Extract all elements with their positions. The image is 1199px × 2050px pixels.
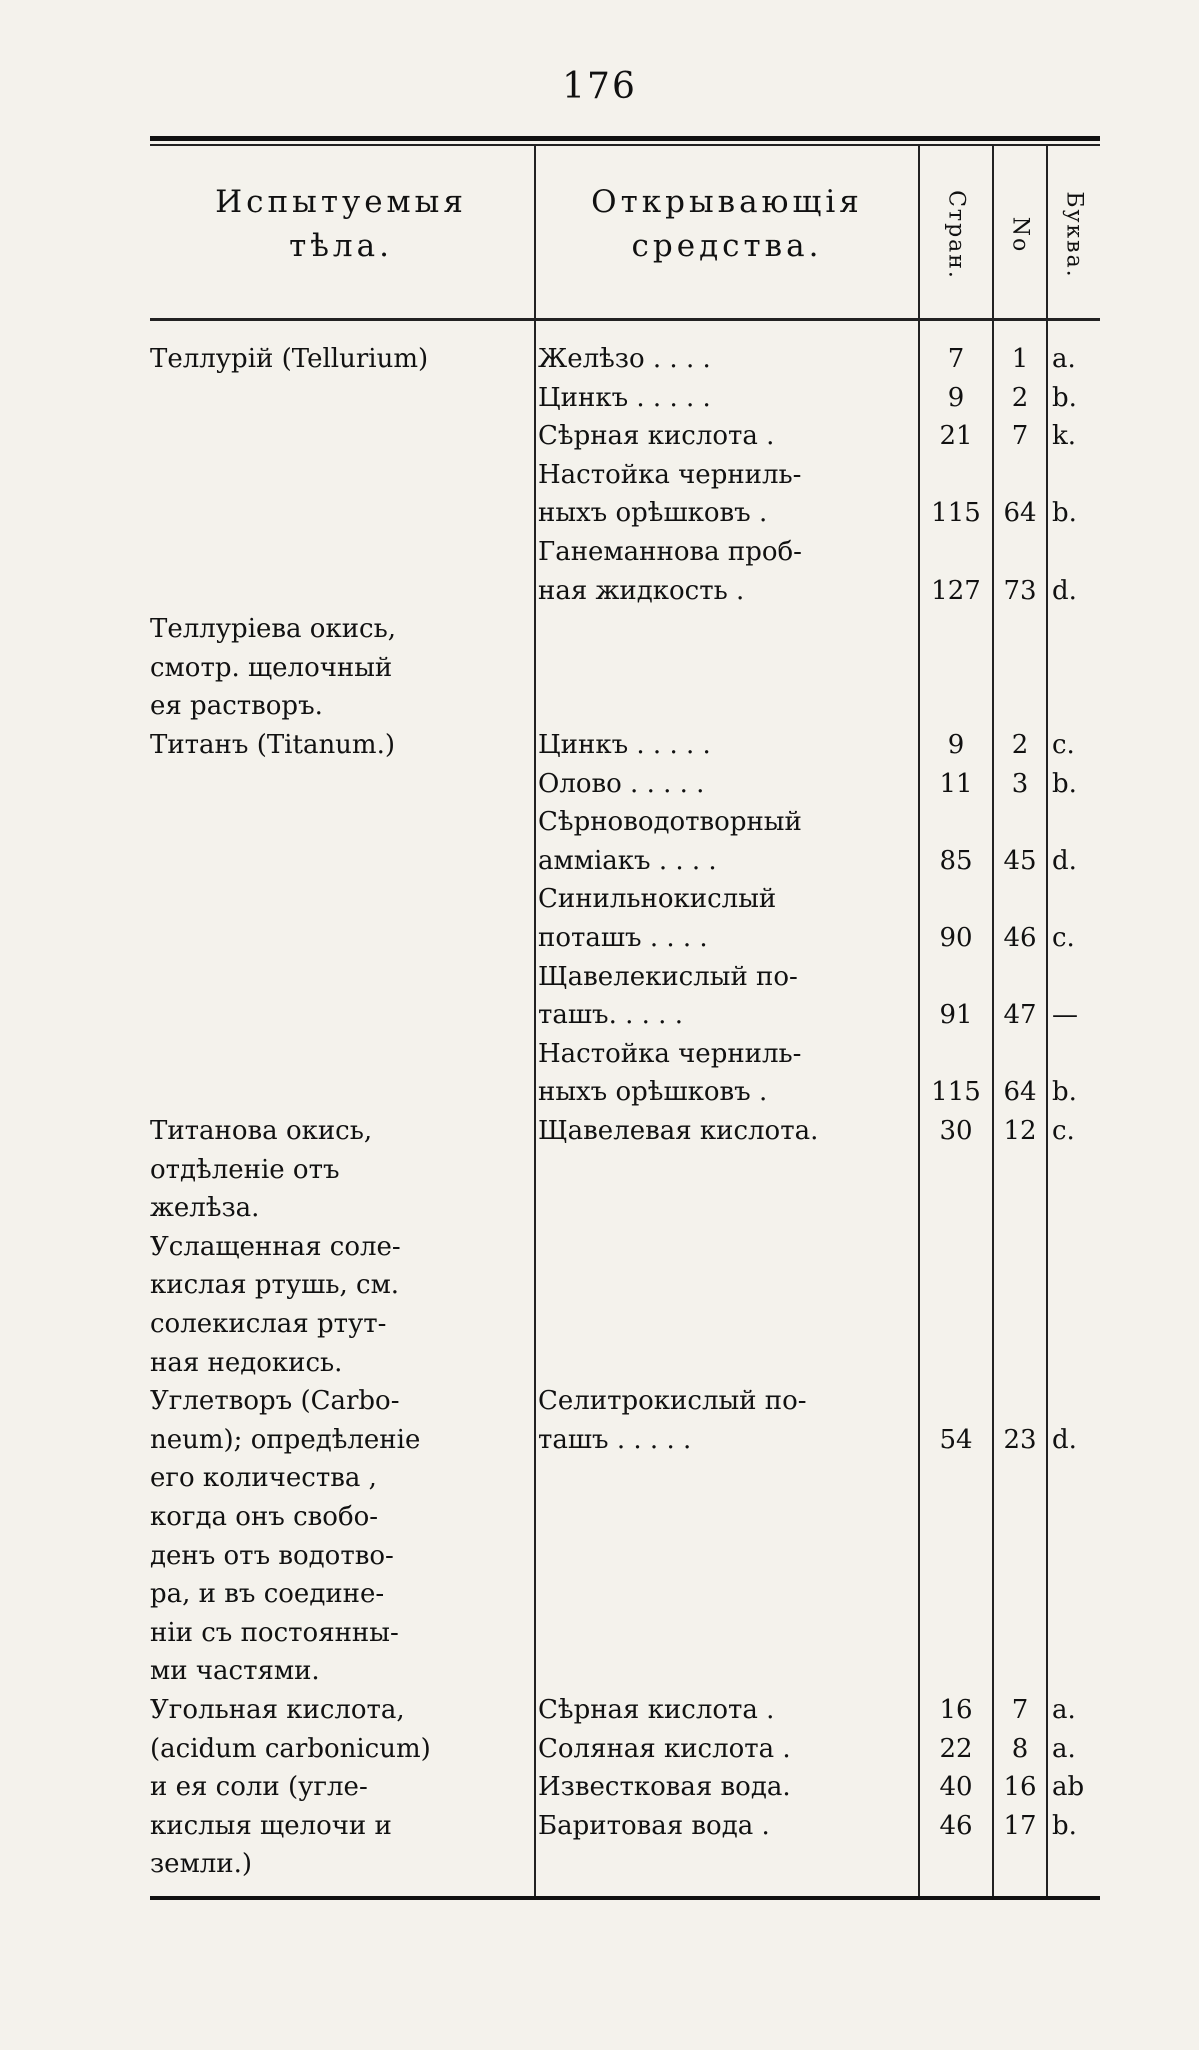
table-row xyxy=(140,1151,1100,1189)
table-row xyxy=(140,1266,1100,1304)
table-row xyxy=(140,1228,1100,1266)
number-cell: 64 xyxy=(1003,1077,1037,1108)
body-cell: желѣза. xyxy=(150,1193,260,1224)
table-row xyxy=(140,803,1100,841)
letter-cell: a. xyxy=(1052,1695,1076,1725)
means-cell: Настойка черниль- xyxy=(538,1038,802,1069)
table-row xyxy=(140,880,1100,918)
table-row xyxy=(140,1730,1100,1768)
body-cell: ніи съ постоянны- xyxy=(150,1617,399,1648)
top-rule xyxy=(150,136,1100,141)
page-cell: 115 xyxy=(931,1077,981,1108)
body-cell: смотр. щелочный xyxy=(150,652,393,683)
table-row xyxy=(140,1845,1100,1883)
page-cell: 115 xyxy=(931,498,981,529)
page-cell: 22 xyxy=(939,1733,973,1764)
body-cell: солекислая ртут- xyxy=(150,1309,387,1339)
page-cell: 46 xyxy=(939,1810,973,1841)
table-row xyxy=(140,1035,1100,1073)
means-cell: Щавелевая кислота. xyxy=(538,1116,819,1146)
header-means-line2: средства. xyxy=(631,228,823,264)
page-cell: 16 xyxy=(939,1695,973,1725)
body-cell: ея растворъ. xyxy=(150,691,323,722)
body-cell: денъ отъ водотво- xyxy=(150,1540,394,1571)
body-cell: (acidum carbonicum) xyxy=(150,1733,431,1764)
number-cell: 45 xyxy=(1003,845,1037,876)
body-cell: ная недокись. xyxy=(150,1347,343,1378)
table-row xyxy=(140,1189,1100,1227)
table-row xyxy=(140,417,1100,455)
page-cell: 85 xyxy=(939,845,973,876)
table-row xyxy=(140,726,1100,764)
table-row xyxy=(140,610,1100,648)
table-row xyxy=(140,1305,1100,1343)
number-cell: 73 xyxy=(1003,575,1037,606)
table-row xyxy=(140,1537,1100,1575)
page-number: 176 xyxy=(562,66,637,107)
means-cell: Ганеманнова проб- xyxy=(538,537,802,567)
page-cell: 30 xyxy=(939,1116,973,1146)
index-table xyxy=(140,136,1100,1906)
number-cell: 3 xyxy=(1011,768,1029,799)
means-cell: ташъ. . . . . xyxy=(538,1000,683,1031)
body-cell: Теллурій (Tellurium) xyxy=(150,344,429,374)
table-row xyxy=(140,1807,1100,1845)
header-bodies-line1: Испытуемыя xyxy=(215,184,467,220)
page-cell: 21 xyxy=(939,421,973,452)
letter-cell: a. xyxy=(1052,344,1076,374)
table-row xyxy=(140,1344,1100,1382)
means-cell: Баритовая вода . xyxy=(538,1810,770,1841)
means-cell: Желѣзо . . . . xyxy=(538,344,711,374)
means-cell: Щавелекислый по- xyxy=(538,961,798,992)
body-cell: Угольная кислота, xyxy=(150,1695,405,1725)
letter-cell: k. xyxy=(1052,421,1077,452)
page-cell: 40 xyxy=(939,1772,973,1803)
letter-cell: c. xyxy=(1052,730,1075,760)
table-row xyxy=(140,1498,1100,1536)
page-cell: 127 xyxy=(931,575,981,606)
means-cell: ташъ . . . . . xyxy=(538,1424,692,1455)
table-row xyxy=(140,649,1100,687)
table-row xyxy=(140,494,1100,532)
number-cell: 23 xyxy=(1003,1424,1037,1455)
body-cell: кислая ртушь, см. xyxy=(150,1270,400,1301)
means-cell: ныхъ орѣшковъ . xyxy=(538,498,768,529)
means-cell: Цинкъ . . . . . xyxy=(538,382,711,413)
table-row xyxy=(140,1382,1100,1420)
page-cell: 9 xyxy=(947,730,965,760)
letter-cell: d. xyxy=(1052,575,1077,606)
table-row xyxy=(140,1459,1100,1497)
header-page-label: Стран. xyxy=(943,190,969,280)
header-means xyxy=(538,180,916,268)
means-cell: Селитрокислый по- xyxy=(538,1386,807,1417)
number-cell: 16 xyxy=(1003,1772,1037,1803)
page-cell: 54 xyxy=(939,1424,973,1455)
number-cell: 17 xyxy=(1003,1810,1037,1841)
table-row xyxy=(140,687,1100,725)
page-cell: 9 xyxy=(947,382,965,413)
header-page xyxy=(936,160,976,310)
table-row xyxy=(140,958,1100,996)
body-cell: Теллуріева окись, xyxy=(150,614,397,645)
table-row xyxy=(140,919,1100,957)
body-cell: земли.) xyxy=(150,1849,253,1880)
body-cell: neum); опредѣленіе xyxy=(150,1424,421,1455)
table-row xyxy=(140,1575,1100,1613)
number-cell: 8 xyxy=(1011,1733,1029,1764)
letter-cell: d. xyxy=(1052,1424,1077,1455)
header-letter xyxy=(1054,160,1094,310)
header-no xyxy=(1000,160,1040,310)
means-cell: Синильнокислый xyxy=(538,884,777,915)
letter-cell: b. xyxy=(1052,498,1077,529)
means-cell: Настойка черниль- xyxy=(538,459,802,490)
header-rule xyxy=(150,318,1100,321)
letter-cell: c. xyxy=(1052,923,1075,953)
body-cell: и ея соли (угле- xyxy=(150,1772,368,1803)
table-row xyxy=(140,1614,1100,1652)
table-row xyxy=(140,1421,1100,1459)
header-bodies xyxy=(150,180,532,268)
table-row xyxy=(140,1112,1100,1150)
letter-cell: b. xyxy=(1052,1810,1077,1841)
means-cell: поташъ . . . . xyxy=(538,923,708,953)
table-row xyxy=(140,842,1100,880)
body-cell: Титанова окись, xyxy=(150,1116,373,1146)
letter-cell: ab xyxy=(1052,1772,1085,1803)
table-row xyxy=(140,996,1100,1034)
means-cell: Цинкъ . . . . . xyxy=(538,730,711,760)
means-cell: Олово . . . . . xyxy=(538,768,705,799)
body-cell: Титанъ (Titanum.) xyxy=(150,730,395,760)
number-cell: 7 xyxy=(1011,1695,1029,1725)
number-cell: 2 xyxy=(1011,730,1029,760)
number-cell: 2 xyxy=(1011,382,1029,413)
page-cell: 91 xyxy=(939,1000,973,1031)
page-cell: 90 xyxy=(939,923,973,953)
table-row xyxy=(140,379,1100,417)
number-cell: 46 xyxy=(1003,923,1037,953)
header-letter-label: Буква. xyxy=(1061,191,1087,279)
header-no-label: No xyxy=(1007,216,1033,254)
means-cell: Известковая вода. xyxy=(538,1772,791,1803)
letter-cell: — xyxy=(1052,1000,1078,1031)
letter-cell: c. xyxy=(1052,1116,1075,1146)
top-rule-thin xyxy=(150,144,1100,146)
means-cell: Сѣрная кислота . xyxy=(538,421,775,452)
page-cell: 11 xyxy=(939,768,973,799)
body-cell: когда онъ свобо- xyxy=(150,1502,379,1532)
letter-cell: b. xyxy=(1052,382,1077,413)
letter-cell: a. xyxy=(1052,1733,1076,1764)
letter-cell: d. xyxy=(1052,845,1077,876)
page-cell: 7 xyxy=(947,344,965,374)
number-cell: 47 xyxy=(1003,1000,1037,1031)
body-cell: Углетворъ (Carbo- xyxy=(150,1386,400,1417)
means-cell: Соляная кислота . xyxy=(538,1733,791,1764)
number-cell: 1 xyxy=(1011,344,1029,374)
means-cell: Сѣрная кислота . xyxy=(538,1695,775,1725)
table-row xyxy=(140,533,1100,571)
number-cell: 7 xyxy=(1011,421,1029,452)
table-row xyxy=(140,340,1100,378)
number-cell: 64 xyxy=(1003,498,1037,529)
body-cell: его количества , xyxy=(150,1463,377,1494)
body-cell: кислыя щелочи и xyxy=(150,1810,392,1841)
letter-cell: b. xyxy=(1052,1077,1077,1108)
table-row xyxy=(140,1073,1100,1111)
header-bodies-line2: тѣла. xyxy=(289,228,393,264)
body-cell: ми частями. xyxy=(150,1656,320,1687)
table-row xyxy=(140,1768,1100,1806)
means-cell: ная жидкость . xyxy=(538,575,745,606)
body-cell: Услащенная соле- xyxy=(150,1231,401,1262)
table-row xyxy=(140,456,1100,494)
body-cell: отдѣленіе отъ xyxy=(150,1154,340,1185)
bottom-rule xyxy=(150,1896,1100,1900)
header-means-line1: Открывающія xyxy=(591,184,863,220)
table-row xyxy=(140,572,1100,610)
number-cell: 12 xyxy=(1003,1116,1037,1146)
means-cell: Сѣрноводотворный xyxy=(538,807,802,838)
body-cell: ра, и въ соедине- xyxy=(150,1579,385,1610)
means-cell: ныхъ орѣшковъ . xyxy=(538,1077,768,1108)
table-row xyxy=(140,1652,1100,1690)
means-cell: амміакъ . . . . xyxy=(538,845,717,876)
table-row xyxy=(140,765,1100,803)
letter-cell: b. xyxy=(1052,768,1077,799)
table-row xyxy=(140,1691,1100,1729)
